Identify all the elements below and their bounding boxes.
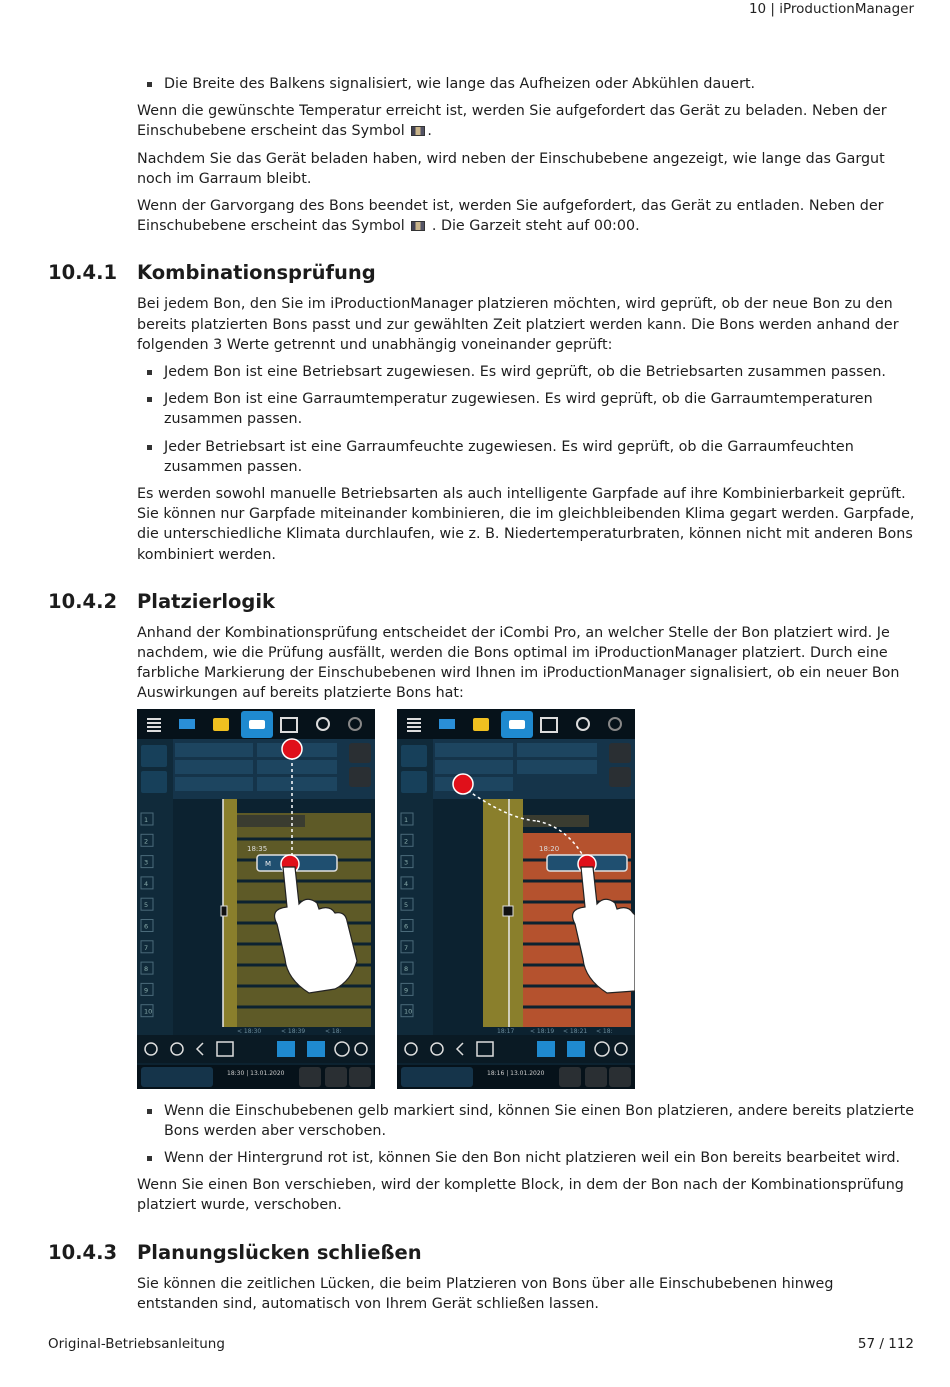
- section-heading-kombinationspruefung: 10.4.1 Kombinationsprüfung: [48, 261, 376, 285]
- shelf-number: 7: [144, 943, 149, 952]
- drag-start-marker: [453, 774, 473, 794]
- s2-bullet: Wenn der Hintergrund rot ist, können Sie den Bon nicht platzieren weil ein Bon bereits bearbeitet wird.: [137, 1148, 915, 1168]
- intro-paragraph-2: Nachdem Sie das Gerät beladen haben, wird neben der Einschubebene angezeigt, wie lange das Gargut noch im Garraum bleibt.: [137, 150, 885, 187]
- s1-bullet: Jedem Bon ist eine Betriebsart zugewiesen. Es wird geprüft, ob die Betriebsarten zusammen passen.: [137, 362, 915, 382]
- page-header: 10 | iProductionManager: [748, 1, 914, 17]
- shot1-time-label: 18:35: [247, 844, 268, 853]
- shot1-bon-label: M: [265, 859, 272, 868]
- s1-paragraph-2: Es werden sowohl manuelle Betriebsarten als auch intelligente Garpfade auf ihre Kombinierbarkeit geprüft. Sie können nur Garpfade miteinander kombinieren, die im gleichbleibenden Klima gegart werden. Garpfade, die unterschiedliche Klimata durchlaufen, wie z. B. Niedertemperaturbraten, können nicht mit anderen Bons kombiniert werden.: [137, 486, 915, 563]
- shelf-number: 10: [144, 1007, 153, 1016]
- unload-tray-icon: [411, 221, 425, 231]
- screenshot-red-placement: [397, 709, 635, 1089]
- footer-doc-title: Original-Betriebsanleitung: [48, 1336, 225, 1352]
- shelf-number: 7: [404, 943, 409, 952]
- shelf-number: 8: [404, 964, 409, 973]
- shelf-number: 10: [404, 1007, 413, 1016]
- shelf-number: 4: [404, 879, 409, 888]
- shelf-number: 2: [404, 836, 409, 845]
- footer-page-number: 57 / 112: [857, 1336, 914, 1352]
- shelf-number: 6: [144, 922, 149, 931]
- time-axis-tick: < 18:39: [281, 1027, 306, 1035]
- intro-bullet: Die Breite des Balkens signalisiert, wie lange das Aufheizen oder Abkühlen dauert.: [137, 74, 915, 94]
- section-heading-platzierlogik: 10.4.2 Platzierlogik: [48, 589, 276, 613]
- shelf-number: 2: [144, 836, 149, 845]
- time-axis-tick: < 18:19: [530, 1027, 555, 1035]
- device-screenshots: [137, 709, 915, 1091]
- time-axis-tick: < 18:30: [237, 1027, 262, 1035]
- shelf-number: 6: [404, 922, 409, 931]
- drag-start-marker: [282, 739, 302, 759]
- s1-paragraph-1: Bei jedem Bon, den Sie im iProductionManager platzieren möchten, wird geprüft, ob der neue Bon zu den bereits platzierten Bons passt und zur gewählten Zeit platziert werden kann. Die Bons werden anhand der folgenden 3 Werte getrennt und unabhängig voneinander geprüft:: [137, 296, 899, 353]
- shot2-time-label: 18:20: [539, 844, 560, 853]
- s2-paragraph-1: Anhand der Kombinationsprüfung entscheidet der iCombi Pro, an welcher Stelle der Bon platziert wird. Je nachdem, wie die Prüfung ausfällt, werden die Bons optimal im iProductionManager platziert. Durch eine farbliche Markierung der Einschubebenen wird Ihnen im iProductionManager signalisiert, ob ein neuer Bon Auswirkungen auf bereits platzierte Bons hat:: [137, 624, 900, 702]
- time-axis-tick: < 18:21: [563, 1027, 588, 1035]
- shelf-number: 3: [144, 858, 149, 867]
- time-axis-tick: 18:17: [497, 1027, 515, 1035]
- time-axis-tick: < 18:: [325, 1027, 342, 1035]
- shot1-footer-time: 18:30 | 13.01.2020: [227, 1069, 285, 1077]
- shelf-number: 9: [144, 986, 149, 995]
- shot2-footer-time: 18:16 | 13.01.2020: [487, 1069, 545, 1077]
- s1-bullet: Jeder Betriebsart ist eine Garraumfeuchte zugewiesen. Es wird geprüft, ob die Garraumfeuchten zusammen passen.: [137, 437, 915, 477]
- shelf-number: 9: [404, 986, 409, 995]
- section-heading-planungsluecken: 10.4.3 Planungslücken schließen: [48, 1240, 422, 1264]
- screenshot-yellow-placement: [137, 709, 375, 1089]
- shelf-number: 5: [404, 900, 409, 909]
- shelf-number: 3: [404, 858, 409, 867]
- shelf-number: 4: [144, 879, 149, 888]
- s2-paragraph-2: Wenn Sie einen Bon verschieben, wird der komplette Block, in dem der Bon nach der Kombinationsprüfung platziert wurde, verschoben.: [137, 1177, 904, 1214]
- s2-bullet: Wenn die Einschubebenen gelb markiert sind, können Sie einen Bon platzieren, andere bereits platzierte Bons werden aber verschoben.: [137, 1101, 915, 1141]
- shelf-number: 1: [144, 815, 149, 824]
- shelf-number: 5: [144, 900, 149, 909]
- page-content: [48, 74, 915, 1321]
- shelf-number: 8: [144, 964, 149, 973]
- intro-paragraph-3: Wenn der Garvorgang des Bons beendet ist, werden Sie aufgefordert, das Gerät zu entladen. Neben der Einschubebene erscheint das Symbol . Die Garzeit steht auf 00:00.: [137, 198, 884, 235]
- time-axis-tick: < 18:: [596, 1027, 613, 1035]
- load-tray-icon: [411, 126, 425, 136]
- s1-bullet: Jedem Bon ist eine Garraumtemperatur zugewiesen. Es wird geprüft, ob die Garraumtemperaturen zusammen passen.: [137, 389, 915, 429]
- s3-paragraph-1: Sie können die zeitlichen Lücken, die beim Platzieren von Bons über alle Einschubebenen hinweg entstanden sind, automatisch von Ihrem Gerät schließen lassen.: [137, 1275, 834, 1312]
- intro-paragraph-1: Wenn die gewünschte Temperatur erreicht ist, werden Sie aufgefordert das Gerät zu beladen. Neben der Einschubebene erscheint das Symbol .: [137, 103, 887, 140]
- shelf-number: 1: [404, 815, 409, 824]
